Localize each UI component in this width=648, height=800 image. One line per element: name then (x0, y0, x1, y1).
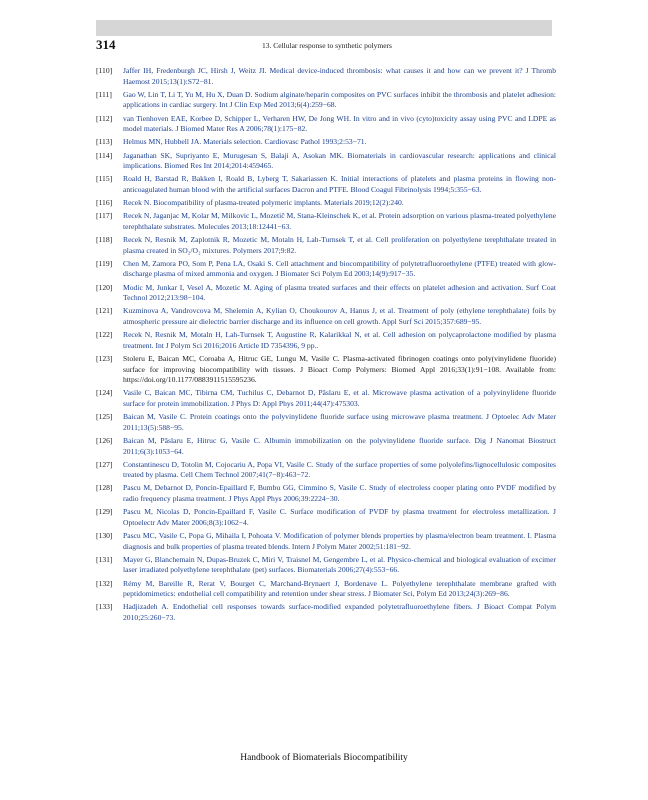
reference-text[interactable]: van Tienhoven EAE, Korbee D, Schipper L, Verharen HW, De Jong WH. In vitro and in vivo (cyto)toxicity assay using PVC and LDPE as model materials. J Biomed Mater Res A 2006;78(1):175−82. (123, 113, 556, 134)
reference-number: [112] (96, 113, 113, 123)
reference-item[interactable] (96, 602, 556, 623)
reference-item[interactable] (96, 211, 556, 232)
reference-text[interactable]: Jaffer IH, Fredenburgh JC, Hirsh J, Weitz JI. Medical device-induced thrombosis: what causes it and how can we prevent it? J Thromb Haemost 2015;13(1):S72−81. (123, 66, 556, 86)
reference-item[interactable] (96, 531, 556, 552)
reference-item[interactable] (96, 555, 556, 576)
reference-text[interactable]: Recek N, Jaganjac M, Kolar M, Milkovic L, Mozetič M, Stana-Kleinschek K, et al. Protein adsorption on various plasma-treated polyethylene terephthalate substrates. Molecules 2013;18:12441−63. (123, 211, 556, 231)
reference-number: [113] (96, 137, 113, 147)
reference-item[interactable] (96, 388, 556, 409)
reference-number: [124] (96, 388, 113, 398)
reference-number: [115] (96, 174, 113, 184)
reference-number: [116] (96, 198, 113, 208)
reference-text[interactable]: Kuzminova A, Vandrovcova M, Shelemin A, Kylian O, Choukourov A, Hanus J, et al. Treatment of poly (ethylene terephthalate) foils by atmospheric pressure air dielectric barrier discharge and its influence on cell growth. Appl Surf Sci 2015;357:689−95. (123, 306, 556, 326)
reference-text[interactable]: Baican M, Pâslaru E, Hitruc G, Vasile C. Albumin immobilization on the polyvinylidene fluoride surface. Dig J Nanomat Biostruct 2011;6(3):1053−64. (123, 435, 556, 456)
reference-item[interactable] (96, 436, 556, 457)
reference-number: [123] (96, 353, 113, 363)
reference-item[interactable] (96, 151, 556, 172)
reference-item[interactable] (96, 137, 556, 148)
reference-number: [110] (96, 66, 113, 75)
reference-item[interactable] (96, 507, 556, 528)
reference-number: [127] (96, 459, 113, 469)
reference-text[interactable]: Mayer G, Blanchemain N, Dupas-Bruzek C, Miri V, Traisnel M, Gengembre L, et al. Physico-chemical and biological evaluation of excimer laser irradiated polyethylene terephthalate (pet) surfaces. Biomaterials 2006;27(4):553−66. (123, 554, 556, 575)
reference-number: [126] (96, 435, 113, 445)
reference-item[interactable] (96, 412, 556, 433)
header-bar (96, 20, 552, 36)
reference-item[interactable] (96, 460, 556, 481)
reference-text[interactable]: Helmus MN, Hubbell JA. Materials selection. Cardiovasc Pathol 1993;2:53−71. (123, 137, 367, 147)
page-number: 314 (96, 37, 116, 52)
reference-text[interactable]: Pascu M, Debarnot D, Poncin-Epaillard F, Bumbu GG, Cimmino S, Vasile C. Study of electroless cooper plating onto PVDF modified by radio frequency plasma treatment. J Phys Appl Phys 2006;39:2224−30. (123, 483, 556, 504)
reference-number: [117] (96, 211, 113, 221)
reference-text[interactable]: Pascu MC, Vasile C, Popa G, Mihaila I, Pohoata V. Modification of polymer blends properties by plasma/electron beam treatment. I. Plasma diagnosis and bulk properties of plasma treated blends. Intern J Polym Mater 2002;51:181−92. (123, 531, 556, 551)
reference-number: [132] (96, 578, 113, 588)
reference-number: [125] (96, 412, 113, 422)
reference-text[interactable]: Recek N. Biocompatibility of plasma-treated polymeric implants. Materials 2019;12(2):240. (123, 198, 404, 208)
reference-text[interactable]: Chen M, Zamora PO, Som P, Pena LA, Osaki S. Cell attachment and biocompatibility of polytetrafluoroethylene (PTFE) treated with glow-discharge plasma of mixed ammonia and oxygen. J Biomater Sci Polym Ed 2003;14(9):917−35. (123, 258, 556, 279)
reference-item[interactable] (96, 354, 556, 386)
reference-item[interactable] (96, 259, 556, 280)
reference-text[interactable]: Rémy M, Bareille R, Rerat V, Bourget C, Marchand-Brynaert J, Bordenave L. Polyethylene terephthalate membrane grafted with peptidomimetics: endothelial cell compatibility and retention under shear stress. J Biomater Sci, Polym Ed 2013;24(3):269−86. (123, 578, 556, 599)
reference-item[interactable] (96, 114, 556, 135)
reference-text[interactable]: Roald H, Barstad R, Bakken I, Roald B, Lyberg T, Sakariassen K. Initial interactions of platelets and plasma proteins in flowing non-anticoagulated human blood with the artificial surfaces Dacron and PTFE. Blood Coagul Fibrinolysis 1994;5:355−63. (123, 174, 556, 194)
reference-number: [114] (96, 150, 113, 160)
reference-item[interactable] (96, 235, 556, 256)
reference-item[interactable] (96, 90, 556, 111)
reference-text[interactable]: Modic M, Junkar I, Vesel A, Mozetic M. Aging of plasma treated surfaces and their effects on platelet adhesion and activation. Surf Coat Technol 2012;213:98−104. (123, 282, 556, 303)
reference-list (96, 66, 556, 626)
reference-number: [129] (96, 507, 113, 517)
reference-item[interactable] (96, 198, 556, 209)
reference-item[interactable] (96, 483, 556, 504)
reference-item[interactable] (96, 579, 556, 600)
reference-text[interactable]: Constantinescu D, Totolin M, Cojocariu A, Popa VI, Vasile C. Study of the surface properties of some polyolefins/lignocellulosic composites treated by plasma. Cell Chem Technol 2007;41(7−8):463−72. (123, 459, 556, 480)
reference-item[interactable] (96, 174, 556, 195)
reference-text[interactable]: Recek N, Resnik M, Motaln H, Lah-Turnsek T, Augustine R, Kalarikkal N, et al. Cell adhesion on polycaprolactone modified by plasma treatment. Int J Polym Sci 2016;2016 Article ID 7354396, 9 pp.. (123, 330, 556, 350)
reference-item[interactable] (96, 306, 556, 327)
reference-text[interactable]: Gao W, Lin T, Li T, Yu M, Hu X, Duan D. Sodium alginate/heparin composites on PVC surfaces inhibit the thrombosis and platelet adhesion: applications in cardiac surgery. Int J Clin Exp Med 2013;6(4):259−68. (123, 89, 556, 110)
reference-item[interactable] (96, 330, 556, 351)
reference-text[interactable]: Hadjizadeh A. Endothelial cell responses towards surface-modified expanded polytetrafluoroethylene fibers. J Bioact Compat Polym 2010;25:260−73. (123, 602, 556, 622)
reference-number: [131] (96, 554, 113, 564)
book-title-footer: Handbook of Biomaterials Biocompatibility (240, 753, 408, 763)
reference-number: [119] (96, 258, 113, 268)
reference-number: [111] (96, 89, 112, 99)
reference-number: [121] (96, 306, 113, 316)
chapter-title: 13. Cellular response to synthetic polymers (262, 41, 392, 50)
reference-number: [118] (96, 235, 113, 245)
reference-number: [130] (96, 531, 113, 541)
reference-item[interactable] (96, 283, 556, 304)
reference-number: [133] (96, 602, 113, 612)
reference-text[interactable]: Stoleru E, Baican MC, Coroaba A, Hitruc GE, Lungu M, Vasile C. Plasma-activated fibrinogen coatings onto poly(vinylidene fluoride) surface for improving biocompatibility with tissues. J Bioact Comp Polymers: Biomed Appl 2016;33(1):91−108. Available from: https://doi.org/10.1177/0883911515595236. (123, 353, 556, 385)
reference-text[interactable]: Recek N, Resnik M, Zaplotnik R, Mozetic M, Motaln H, Lah-Turnsek T, et al. Cell proliferation on polyethylene terephthalate treated in plasma created in SO₂/O₂ mixtures. Polymers 2017;9:82. (123, 235, 556, 255)
reference-text[interactable]: Baican M, Vasile C. Protein coatings onto the polyvinylidene fluoride surface using microwave plasma treatment. J Optoelec Adv Mater 2011;13(5):588−95. (123, 412, 556, 432)
reference-item[interactable] (96, 66, 556, 87)
reference-number: [128] (96, 483, 113, 493)
reference-number: [122] (96, 330, 113, 340)
reference-text[interactable]: Pascu M, Nicolas D, Poncin-Epaillard F, Vasile C. Surface modification of PVDF by plasma treatment for electroless metallization. J Optoelectr Adv Mater 2006;8(3):1062−4. (123, 507, 556, 527)
reference-number: [120] (96, 282, 113, 292)
reference-text[interactable]: Vasile C, Baican MC, Tibirna CM, Tuchilus C, Debarnot D, Pâslaru E, et al. Microwave plasma activation of a polyvinylidene fluoride surface for protein immobilization. J Phys D: Appl Phys 2011;44(47):475303. (123, 388, 556, 408)
reference-text[interactable]: Jaganathan SK, Supriyanto E, Murugesan S, Balaji A, Asokan MK. Biomaterials in cardiovascular research: applications and clinical implications. Biomed Res Int 2014;2014:459465. (123, 150, 556, 171)
